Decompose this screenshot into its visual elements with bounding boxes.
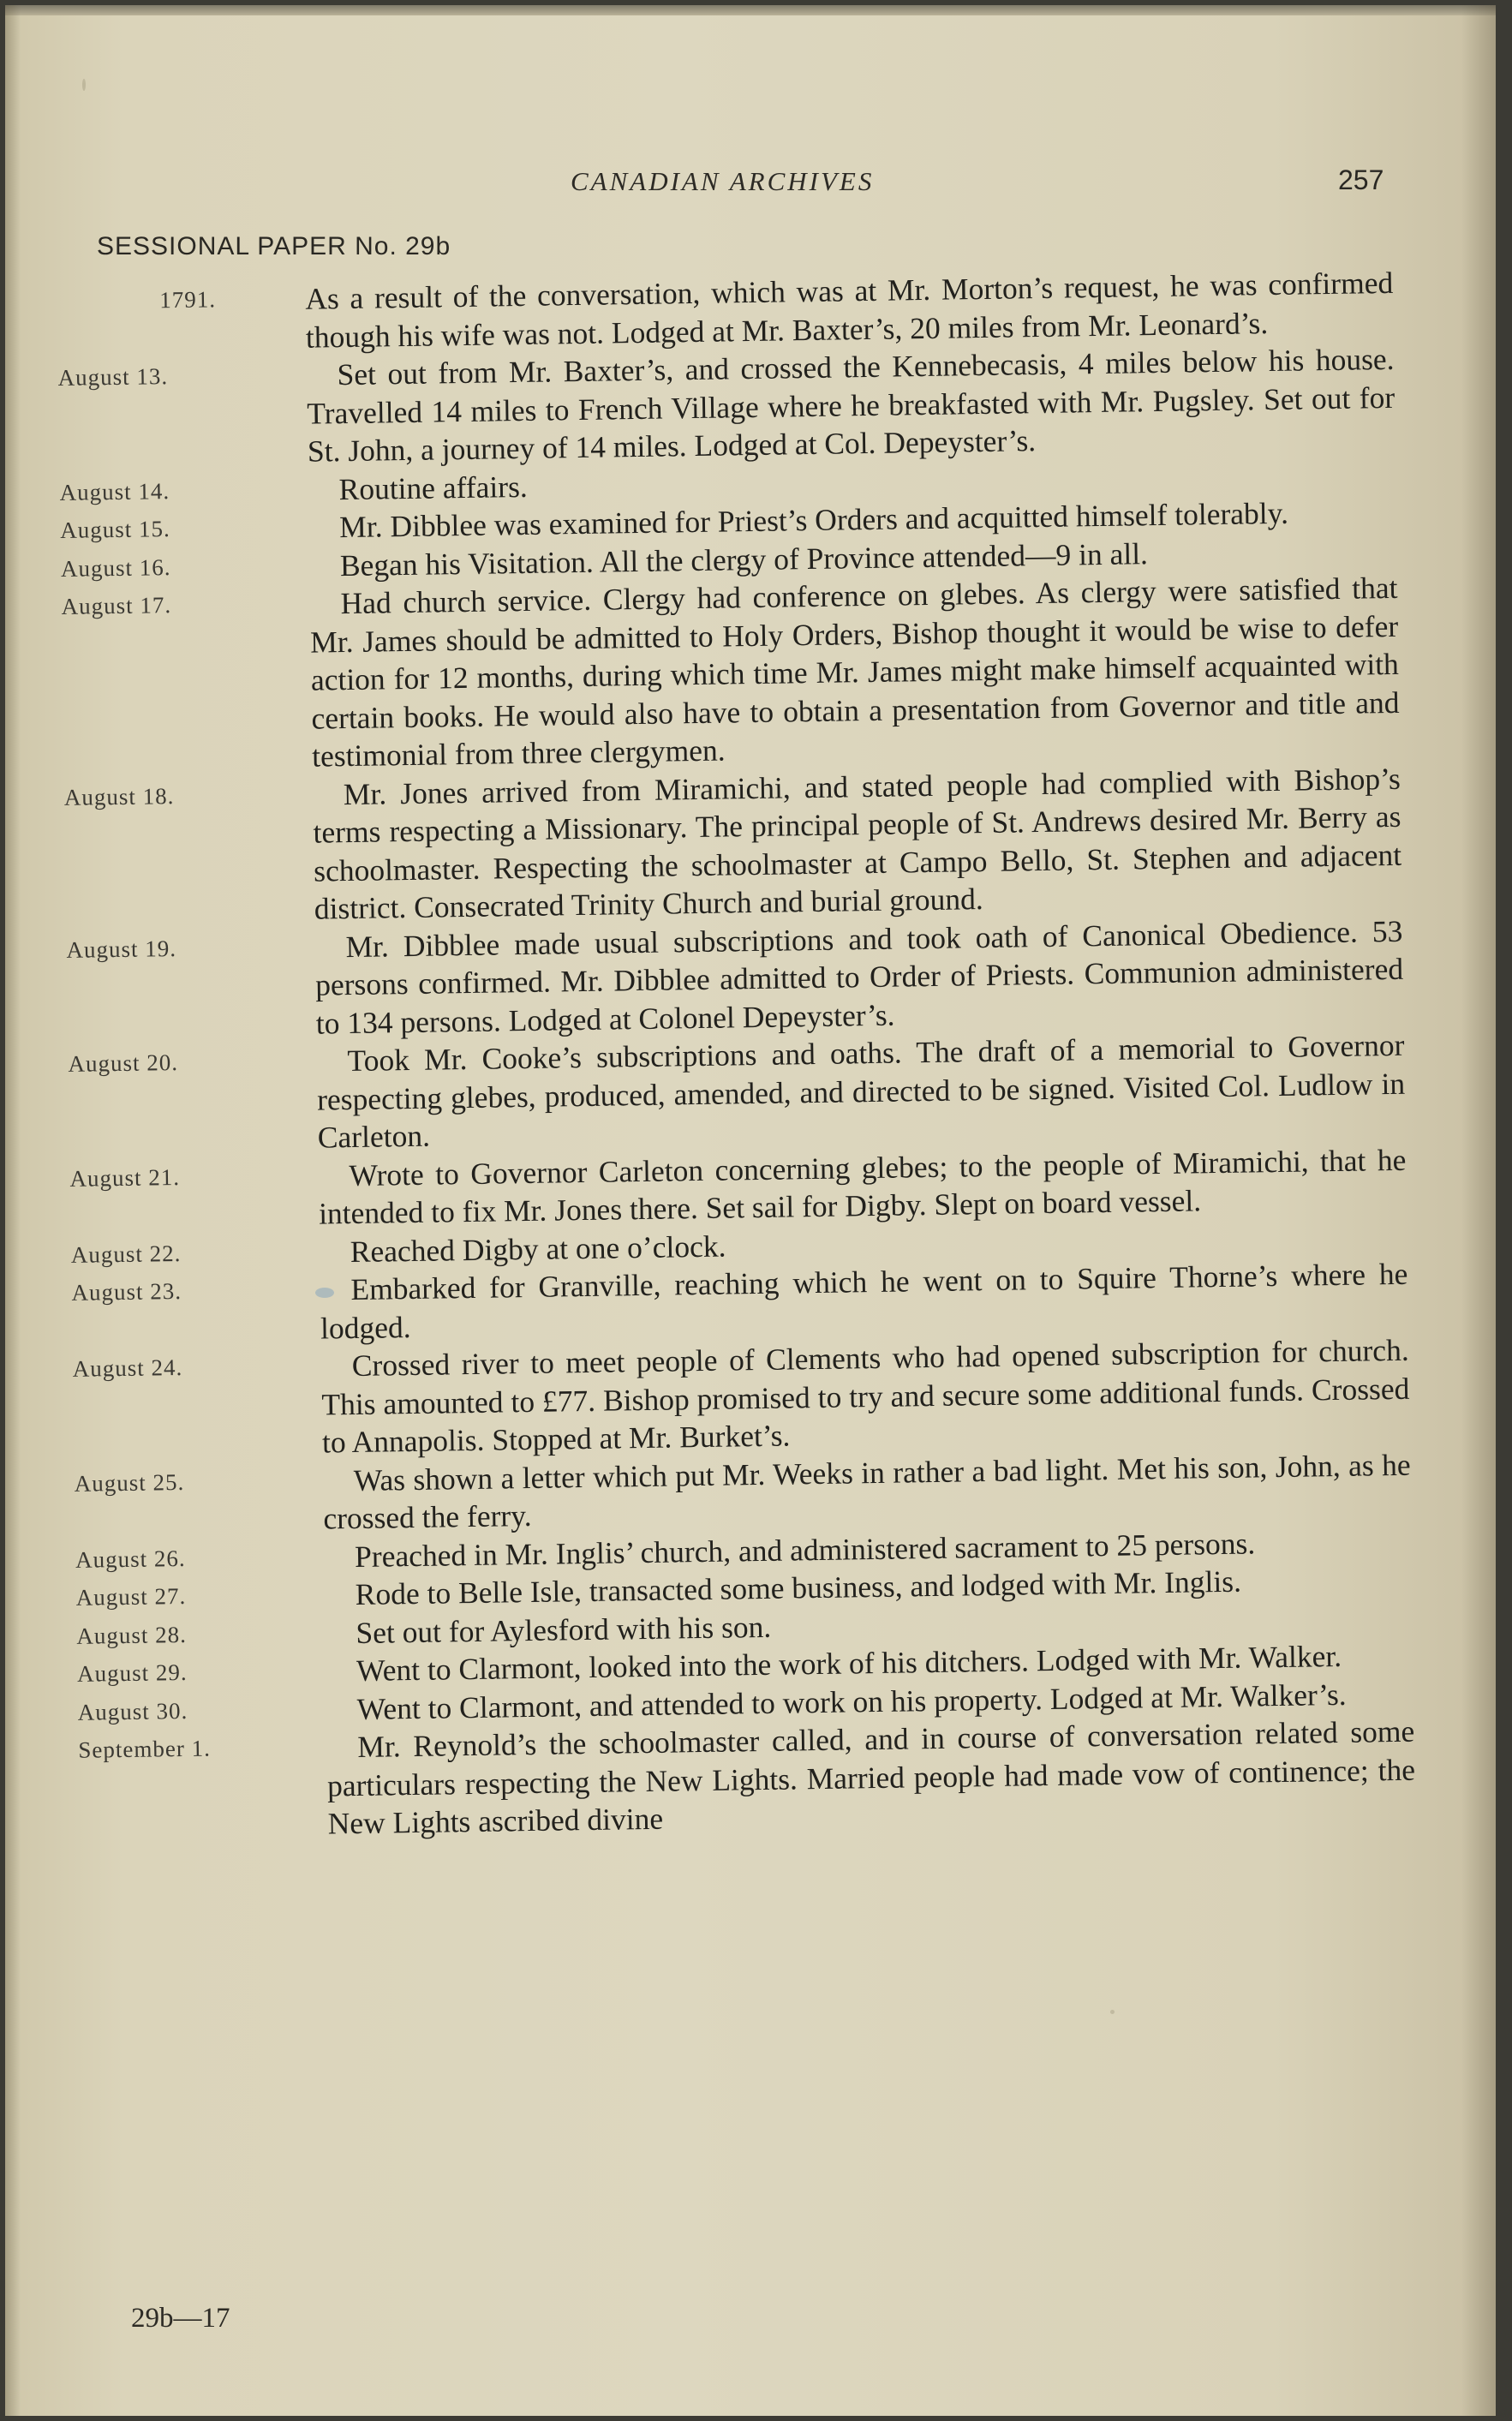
journal-entry (78, 1713, 1416, 1847)
running-head: CANADIAN ARCHIVES (571, 166, 875, 196)
sessional-paper-label: SESSIONAL PAPER No. 29b (97, 232, 451, 260)
entry-text: Mr. Dibblee was examined for Priest’s Orders and acquitted himself tolerably. (338, 495, 1289, 545)
entry-text: Wrote to Governor Carleton concerning glebes; to the people of Miramichi, that he intended to fix Mr. Jones there. Set sail for Digby. Slept on board vessel. (318, 1142, 1407, 1231)
entry-date: August 13. (57, 363, 169, 391)
journal-entry (64, 759, 1402, 931)
entry-text: Mr. Jones arrived from Miramichi, and stated people had complied with Bishop’s terms respecting a Missionary. The principal people of St. Andrews desired Mr. Berry as schoolmaster. Respecting the schoolmaster at Campo Bello, St. Stephen and adjacent district. Consecrated Trinity Church and burial ground. (313, 761, 1402, 926)
entry-text: Had church service. Clergy had conference on glebes. As clergy were satisfied that Mr. James should be admitted to Holy Orders, Bishop thought it would be wise to defer action for 12 months, during which time Mr. James might make himself acquainted with certain books. He would also have to obtain a presentation from Governor and title and testimonial from three clergymen. (309, 570, 1400, 774)
entry-text: Mr. Reynold’s the schoolmaster called, and in course of conversation related some particulars respecting the New Lights. Married people had made vow of continence; the New Lights ascribed divine (326, 1713, 1416, 1841)
entry-date: August 25. (74, 1468, 185, 1497)
entry-date: August 27. (75, 1582, 187, 1611)
entry-text: Set out from Mr. Baxter’s, and crossed the Kennebecasis, 4 miles below his house. Travelled 14 miles to French Village where he breakfasted with Mr. Pugsley. Set out for St. John, a journey of 14 miles. Lodged at Col. Depeyster’s. (306, 341, 1395, 469)
journal-entry (57, 340, 1395, 475)
entry-date: August 30. (77, 1697, 188, 1725)
entry-text: Rode to Belle Isle, transacted some business, and lodged with Mr. Inglis. (355, 1563, 1242, 1611)
journal-entry (68, 1026, 1406, 1161)
document-page (5, 5, 1496, 2416)
entry-date: August 14. (59, 477, 170, 505)
entry-date: August 15. (60, 516, 170, 543)
entry-text: Took Mr. Cooke’s subscriptions and oaths. The draft of a memorial to Governor respecting glebes, produced, amended, and directed to be signed. Visited Col. Ludlow in Carleton. (316, 1027, 1406, 1155)
entry-date: August 18. (63, 782, 175, 810)
page-number: 257 (1338, 164, 1384, 195)
entry-date: August 17. (61, 592, 172, 619)
entry-text: Crossed river to meet people of Clements who had opened subscription for church. This amounted to £77. Bishop promised to try and secure some additional funds. Crossed to Annapolis. Stopped at Mr. Burket’s. (321, 1332, 1410, 1460)
entry-text: Went to Clarmont, and attended to work on his property. Lodged at Mr. Walker’s. (356, 1677, 1347, 1726)
entry-date: August 16. (60, 553, 171, 582)
journal-body (57, 264, 1416, 1846)
signature-mark: 29b—17 (131, 2303, 230, 2334)
paper-blemish (315, 1288, 334, 1298)
entry-date: 1791. (159, 286, 217, 314)
entry-date: August 26. (75, 1545, 186, 1573)
entry-text: Was shown a letter which put Mr. Weeks in rather a bad light. Met his son, John, as he crossed the ferry. (323, 1447, 1411, 1536)
entry-date: August 28. (76, 1621, 188, 1649)
paper-blemish (1110, 2010, 1115, 2014)
entry-text: Preached in Mr. Inglis’ church, and administered sacrament to 25 persons. (354, 1525, 1256, 1574)
entry-date: August 20. (68, 1049, 179, 1077)
entry-text: Reached Digby at one o’clock. (350, 1228, 726, 1269)
entry-date: August 22. (70, 1240, 182, 1268)
entry-date: August 29. (76, 1659, 188, 1687)
entry-date: September 1. (78, 1735, 212, 1763)
paper-blemish (82, 79, 86, 91)
entry-date: August 21. (69, 1163, 181, 1192)
entry-date: August 23. (71, 1277, 182, 1306)
entry-date: August 24. (72, 1354, 183, 1382)
entry-text: As a result of the conversation, which was at Mr. Morton’s request, he was confirmed though his wife was not. Lodged at Mr. Baxter’s, 20 miles from Mr. Leonard’s. (304, 265, 1394, 355)
journal-entry (61, 569, 1400, 780)
page-gutter-shadow (1461, 5, 1496, 2416)
entry-text: Mr. Dibblee made usual subscriptions and took oath of Canonical Obedience. 53 persons confirmed. Mr. Dibblee admitted to Order of Priests. Communion administered to 134 persons. Lodged at Colonel Depeyster’s. (314, 913, 1404, 1041)
top-rule (5, 5, 1496, 15)
entry-text: Embarked for Granville, reaching which he went on to Squire Thorne’s where he lodged. (320, 1256, 1408, 1346)
entry-text: Began his Visitation. All the clergy of Province attended—9 in all. (339, 535, 1149, 583)
journal-entry (72, 1331, 1410, 1466)
page-edge-shadow (5, 5, 21, 2416)
journal-entry (66, 912, 1404, 1046)
entry-text: Set out for Aylesford with his son. (356, 1609, 772, 1650)
entry-date: August 19. (66, 935, 177, 963)
entry-text: Went to Clarmont, looked into the work of his ditchers. Lodged with Mr. Walker. (356, 1638, 1342, 1688)
entry-text: Routine affairs. (338, 469, 529, 506)
